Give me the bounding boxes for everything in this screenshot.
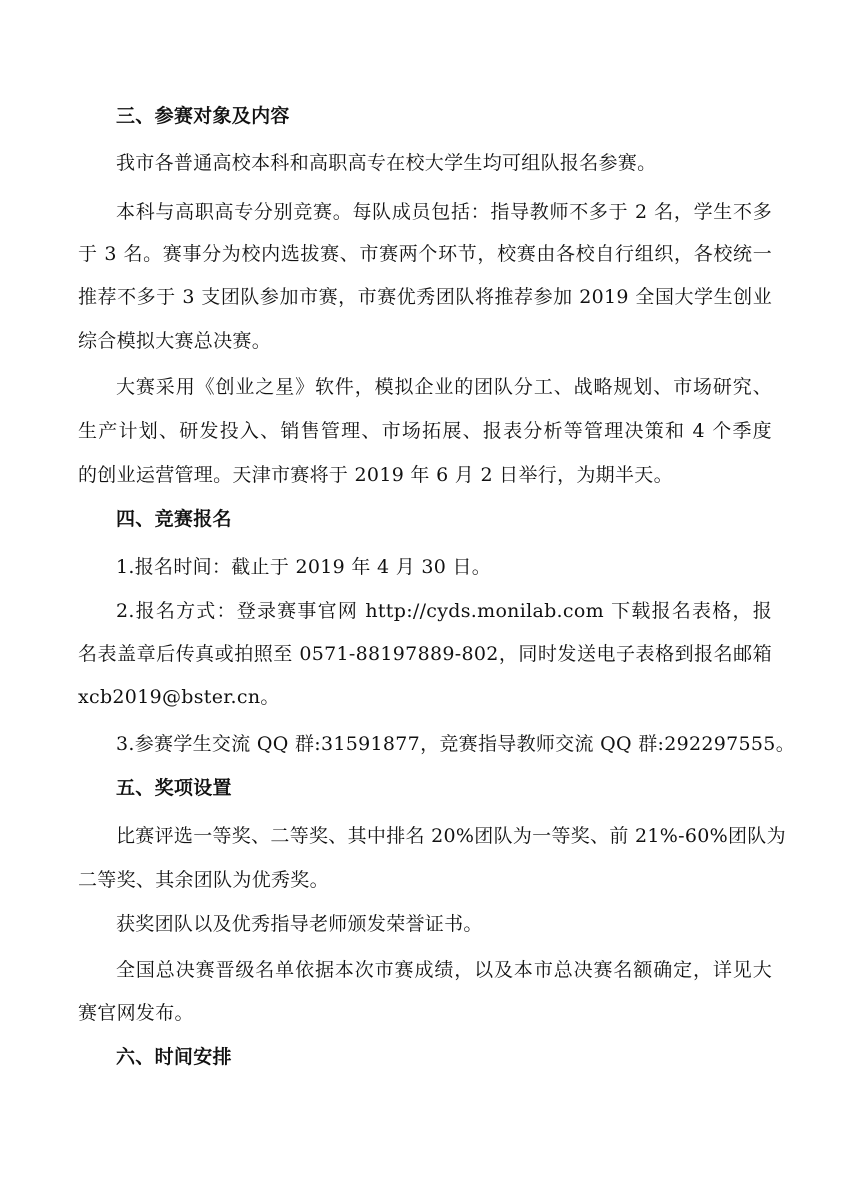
paragraph-line: 生产计划、研发投入、销售管理、市场拓展、报表分析等管理决策和 4 个季度	[78, 420, 772, 442]
section-heading-awards: 五、奖项设置	[116, 777, 232, 799]
paragraph-line: 于 3 名。赛事分为校内选拔赛、市赛两个环节，校赛由各校自行组织，各校统一	[78, 243, 772, 265]
paragraph-line: 我市各普通高校本科和高职高专在校大学生均可组队报名参赛。	[116, 152, 657, 174]
paragraph-line: 获奖团队以及优秀指导老师颁发荣誉证书。	[116, 913, 483, 935]
paragraph-line: 本科与高职高专分别竞赛。每队成员包括：指导教师不多于 2 名，学生不多	[116, 201, 772, 223]
paragraph-line: 推荐不多于 3 支团队参加市赛，市赛优秀团队将推荐参加 2019 全国大学生创业	[78, 286, 772, 308]
paragraph-line: 大赛采用《创业之星》软件，模拟企业的团队分工、战略规划、市场研究、	[116, 376, 772, 398]
paragraph-line: 的创业运营管理。天津市赛将于 2019 年 6 月 2 日举行，为期半天。	[78, 464, 673, 486]
paragraph-line: xcb2019@bster.cn。	[78, 686, 280, 708]
section-heading-registration: 四、竞赛报名	[116, 508, 232, 530]
paragraph-line: 比赛评选一等奖、二等奖、其中排名 20%团队为一等奖、前 21%-60%团队为	[116, 825, 786, 847]
document-page	[78, 0, 795, 1200]
list-item: 3.参赛学生交流 QQ 群:31591877，竞赛指导教师交流 QQ 群:292297555。	[116, 733, 795, 755]
section-heading-schedule: 六、时间安排	[116, 1046, 232, 1068]
paragraph-line: 综合模拟大赛总决赛。	[78, 330, 272, 352]
paragraph-line: 二等奖、其余团队为优秀奖。	[78, 869, 329, 891]
list-item: 1.报名时间：截止于 2019 年 4 月 30 日。	[116, 556, 492, 578]
paragraph-line: 赛官网发布。	[78, 1002, 194, 1024]
section-heading-participants: 三、参赛对象及内容	[116, 105, 290, 127]
paragraph-line: 名表盖章后传真或拍照至 0571-88197889-802，同时发送电子表格到报名邮箱	[78, 643, 772, 665]
paragraph-line: 全国总决赛晋级名单依据本次市赛成绩，以及本市总决赛名额确定，详见大	[116, 959, 772, 981]
list-item: 2.报名方式：登录赛事官网 http://cyds.monilab.com 下载报名表格，报	[116, 600, 772, 622]
